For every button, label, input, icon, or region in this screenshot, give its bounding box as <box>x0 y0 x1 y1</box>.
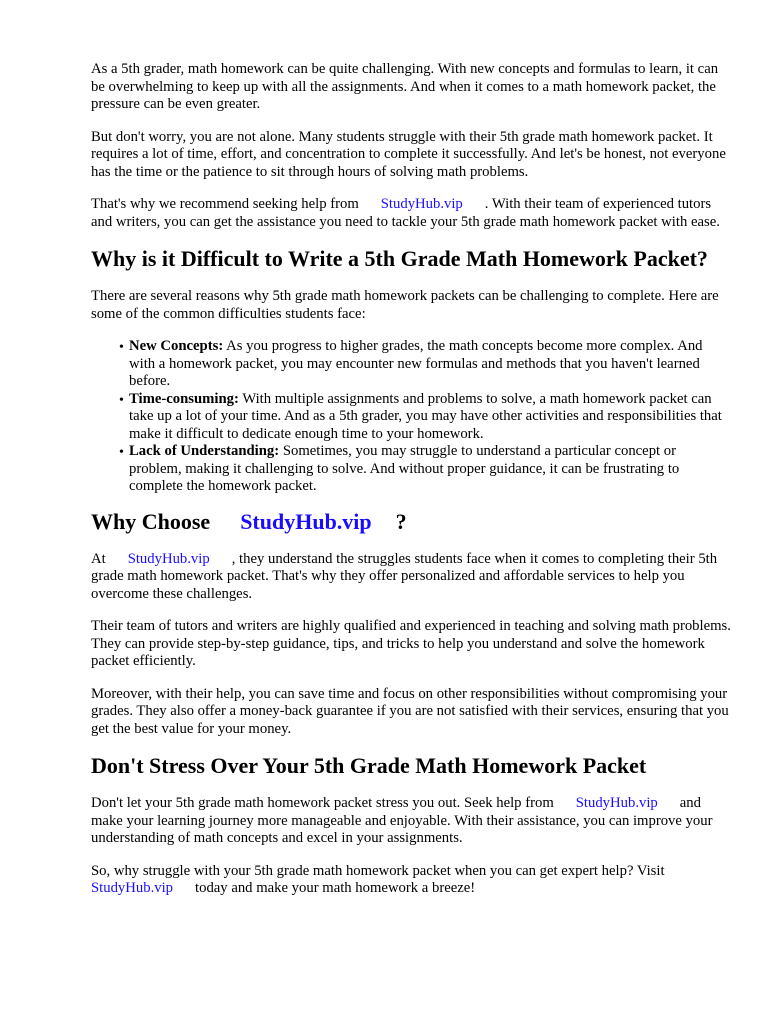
list-item-term: New Concepts: <box>129 338 224 354</box>
difficulties-list <box>91 338 731 496</box>
list-item-text: As you progress to higher grades, the math concepts become more complex. And with a homework packet, you may encounter new formulas and methods that you haven't learned before. <box>129 338 703 389</box>
studyhub-link-section2[interactable]: StudyHub.vip <box>127 550 210 567</box>
list-item-term: Lack of Understanding: <box>129 443 280 459</box>
intro-paragraph-1: As a 5th grader, math homework can be quite challenging. With new concepts and formulas to learn, it can be overwhelming to keep up with all the assignments. And when it comes to a math homework packet, the pressure can be even greater. <box>91 61 719 112</box>
list-item-term: Time-consuming: <box>129 390 239 407</box>
intro-p3-text-after: . With their team of experienced tutors and writers, you can get the assistance you need to tackle your 5th grade math homework packet with ease. <box>91 196 720 230</box>
studyhub-link-section3[interactable]: StudyHub.vip <box>575 795 658 811</box>
section3-p2-text-before: So, why struggle with your 5th grade math homework packet when you can get expert help? Visit <box>91 862 665 879</box>
section3-p1-text-after: and make your learning journey more manageable and enjoyable. With their assistance, you can improve your understanding of math concepts and excel in your assignments. <box>91 795 713 846</box>
intro-paragraph-3 <box>91 196 731 231</box>
intro-paragraph-2: But don't worry, you are not alone. Many students struggle with their 5th grade math homework packet. It requires a lot of time, effort, and concentration to complete it successfully. And let's be honest, not everyone has the time or the patience to sit through hours of solving math problems. <box>91 128 726 180</box>
list-item <box>129 391 731 444</box>
section3-p1-text-before: Don't let your 5th grade math homework packet stress you out. Seek help from <box>91 795 554 811</box>
intro-p3-text-before: That's why we recommend seeking help from <box>91 196 359 212</box>
section1-intro: There are several reasons why 5th grade math homework packets can be challenging to complete. Here are some of the common difficulties students face: <box>91 288 719 322</box>
studyhub-link-heading[interactable]: StudyHub.vip <box>240 508 372 534</box>
studyhub-link-intro[interactable]: StudyHub.vip <box>380 196 463 212</box>
section3-paragraph-1 <box>91 795 731 848</box>
section2-p1-text-after: , they understand the struggles students face when it comes to completing their 5th grade math homework packet. That's why they offer personalized and affordable services to help you overcome these challenges. <box>91 550 718 602</box>
section3-paragraph-2 <box>91 863 731 898</box>
section3-p2-text-after: today and make your math homework a breeze! <box>195 880 476 896</box>
section2-p1-text-before: At <box>91 550 106 567</box>
section2-heading <box>91 509 731 534</box>
section2-heading-after: ? <box>395 508 407 534</box>
document-page <box>91 61 731 913</box>
list-item <box>129 338 731 391</box>
section3-heading: Don't Stress Over Your 5th Grade Math Homework Packet <box>91 753 647 778</box>
studyhub-link-final[interactable]: StudyHub.vip <box>91 880 174 896</box>
list-item-text: With multiple assignments and problems to solve, a math homework packet can take up a lot of your time. And as a 5th grader, you may have other activities and responsibilities that make it difficult to dedicate enough time to your homework. <box>129 390 722 442</box>
section1-heading: Why is it Difficult to Write a 5th Grade Math Homework Packet? <box>91 246 708 271</box>
section2-paragraph-3: Moreover, with their help, you can save time and focus on other responsibilities without compromising your grades. They also offer a money-back guarantee if you are not satisfied with their services, ensuring that you get the best value for your money. <box>91 685 729 737</box>
list-item-text: Sometimes, you may struggle to understand a particular concept or problem, making it challenging to solve. And without proper guidance, it can be frustrating to complete the homework packet. <box>129 443 680 494</box>
section2-heading-before: Why Choose <box>91 508 211 534</box>
list-item <box>129 443 731 496</box>
section2-paragraph-1 <box>91 551 731 604</box>
section2-paragraph-2: Their team of tutors and writers are highly qualified and experienced in teaching and solving math problems. They can provide step-by-step guidance, tips, and tricks to help you understand and solve the homework packet efficiently. <box>91 618 731 669</box>
